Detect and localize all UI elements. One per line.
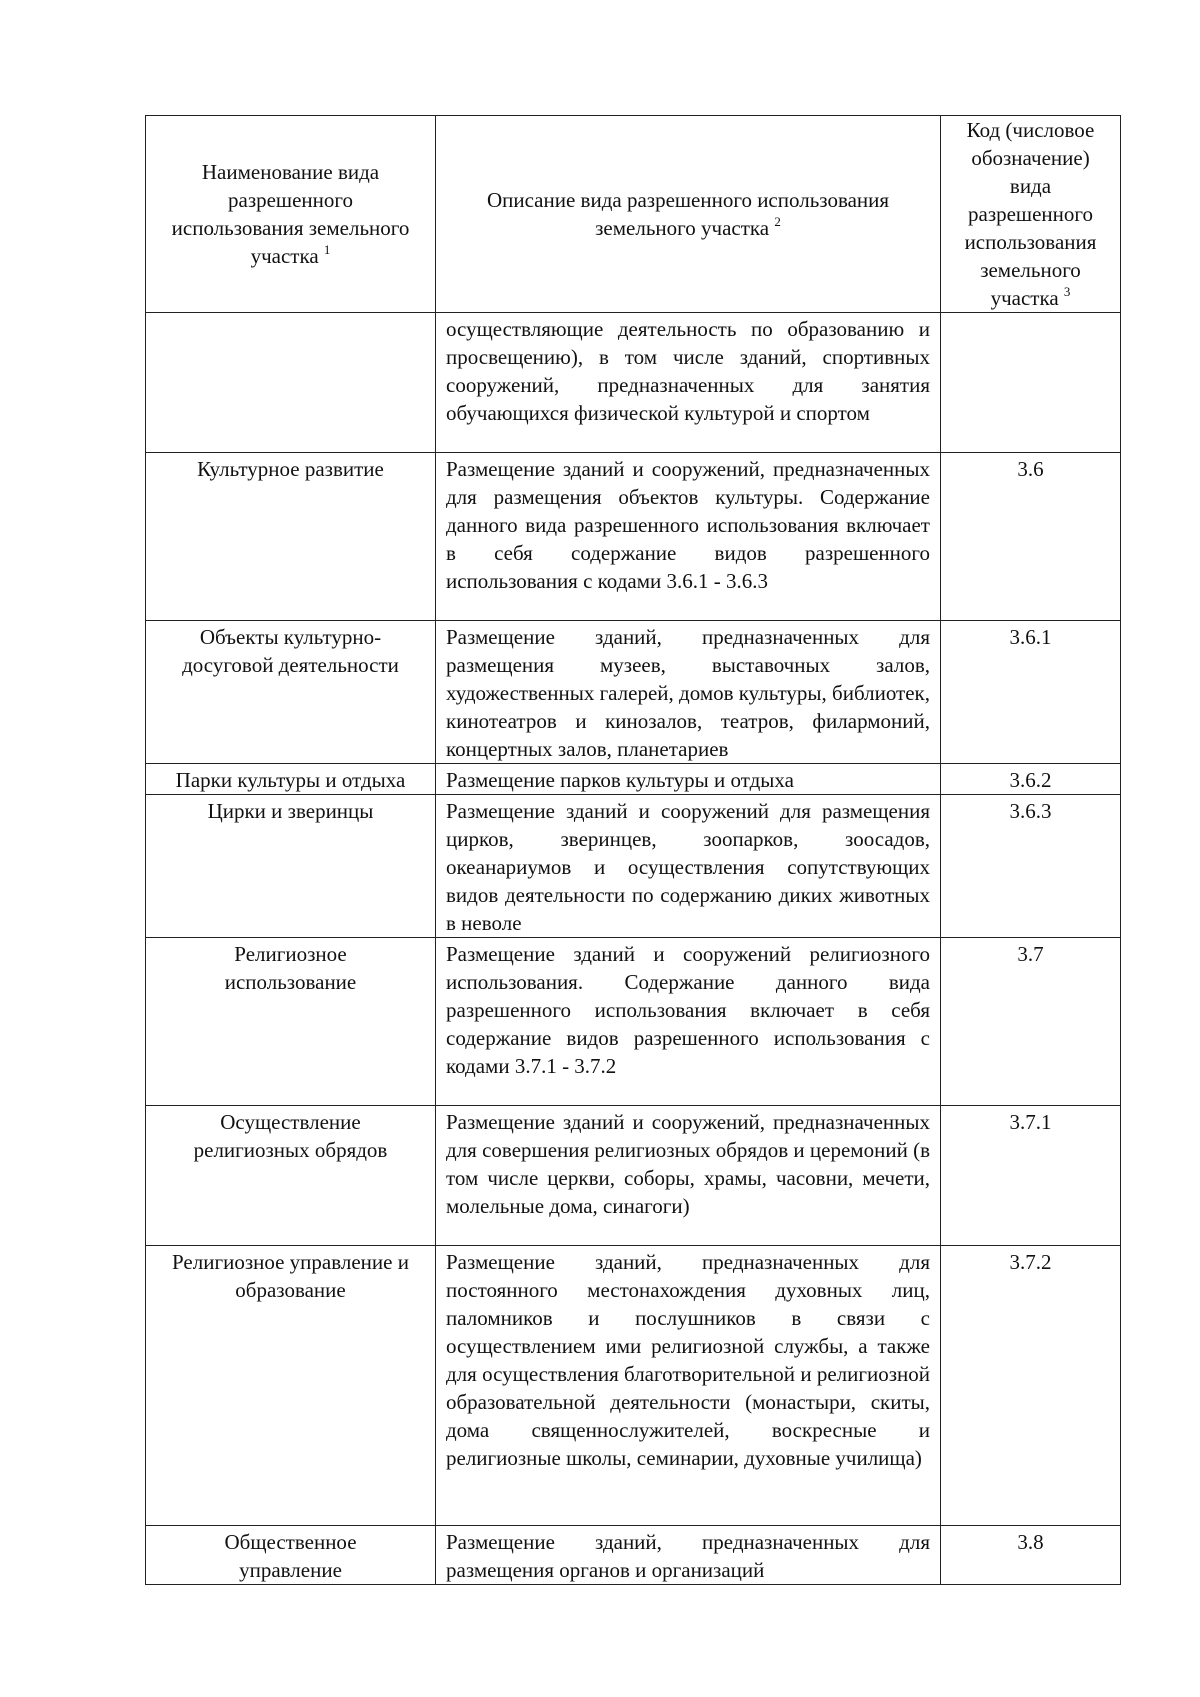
table-row bbox=[146, 313, 1121, 453]
row-description: Размещение зданий, предназначенных для размещения органов и организаций bbox=[436, 1526, 941, 1585]
row-code: 3.6.1 bbox=[941, 621, 1121, 764]
table-row bbox=[146, 1246, 1121, 1526]
table-row bbox=[146, 795, 1121, 938]
row-code bbox=[941, 313, 1121, 453]
row-name: Культурное развитие bbox=[146, 453, 436, 621]
footnote-2: 2 bbox=[774, 214, 781, 229]
row-description: Размещение парков культуры и отдыха bbox=[436, 764, 941, 795]
table-row bbox=[146, 1526, 1121, 1585]
row-code: 3.6.2 bbox=[941, 764, 1121, 795]
row-name: Цирки и зверинцы bbox=[146, 795, 436, 938]
row-description: Размещение зданий, предназначенных для размещения музеев, выставочных залов, художественных галерей, домов культуры, библиотек, кинотеатров и кинозалов, театров, филармоний, концертных залов, планетариев bbox=[436, 621, 941, 764]
row-code: 3.6 bbox=[941, 453, 1121, 621]
row-code: 3.7 bbox=[941, 938, 1121, 1106]
footnote-3: 3 bbox=[1063, 284, 1071, 299]
table-header-row bbox=[146, 116, 1121, 313]
row-description: Размещение зданий и сооружений, предназначенных для совершения религиозных обрядов и церемоний (в том числе церкви, соборы, храмы, часовни, мечети, молельные дома, синагоги) bbox=[436, 1106, 941, 1246]
table-row bbox=[146, 1106, 1121, 1246]
row-name: Религиозное использование bbox=[146, 938, 436, 1106]
row-description: осуществляющие деятельность по образованию и просвещению), в том числе зданий, спортивных сооружений, предназначенных для занятия обучающихся физической культурой и спортом bbox=[436, 313, 941, 453]
row-name: Общественное управление bbox=[146, 1526, 436, 1585]
row-code: 3.7.1 bbox=[941, 1106, 1121, 1246]
header-code: Код (числовое обозначение) вида разрешенного использования земельного участка $^3$ bbox=[941, 116, 1121, 313]
row-name bbox=[146, 313, 436, 453]
table-row bbox=[146, 621, 1121, 764]
footnote-1: 1 bbox=[323, 242, 331, 257]
row-code: 3.8 bbox=[941, 1526, 1121, 1585]
table-row bbox=[146, 938, 1121, 1106]
row-name: Объекты культурно-досуговой деятельности bbox=[146, 621, 436, 764]
row-description: Размещение зданий и сооружений религиозного использования. Содержание данного вида разрешенного использования включает в себя содержание видов разрешенного использования с кодами 3.7.1 - 3.7.2 bbox=[436, 938, 941, 1106]
row-code: 3.7.2 bbox=[941, 1246, 1121, 1526]
table-row bbox=[146, 764, 1121, 795]
header-name: Наименование вида разрешенного использования земельного участка $^1$ bbox=[146, 116, 436, 313]
row-name: Парки культуры и отдыха bbox=[146, 764, 436, 795]
row-description: Размещение зданий и сооружений для размещения цирков, зверинцев, зоопарков, зоосадов, океанариумов и осуществления сопутствующих видов деятельности по содержанию диких животных в неволе bbox=[436, 795, 941, 938]
row-code: 3.6.3 bbox=[941, 795, 1121, 938]
row-name: Осуществление религиозных обрядов bbox=[146, 1106, 436, 1246]
row-name: Религиозное управление и образование bbox=[146, 1246, 436, 1526]
row-description: Размещение зданий и сооружений, предназначенных для размещения объектов культуры. Содержание данного вида разрешенного использования включает в себя содержание видов разрешенного использования с кодами 3.6.1 - 3.6.3 bbox=[436, 453, 941, 621]
land-use-table bbox=[145, 115, 1121, 1585]
table-row bbox=[146, 453, 1121, 621]
header-description: Описание вида разрешенного использования земельного участка $^2$ bbox=[436, 116, 941, 313]
row-description: Размещение зданий, предназначенных для постоянного местонахождения духовных лиц, паломников и послушников в связи с осуществлением ими религиозной службы, а также для осуществления благотворительной и религиозной образовательной деятельности (монастыри, скиты, дома священнослужителей, воскресные и религиозные школы, семинарии, духовные училища) bbox=[436, 1246, 941, 1526]
